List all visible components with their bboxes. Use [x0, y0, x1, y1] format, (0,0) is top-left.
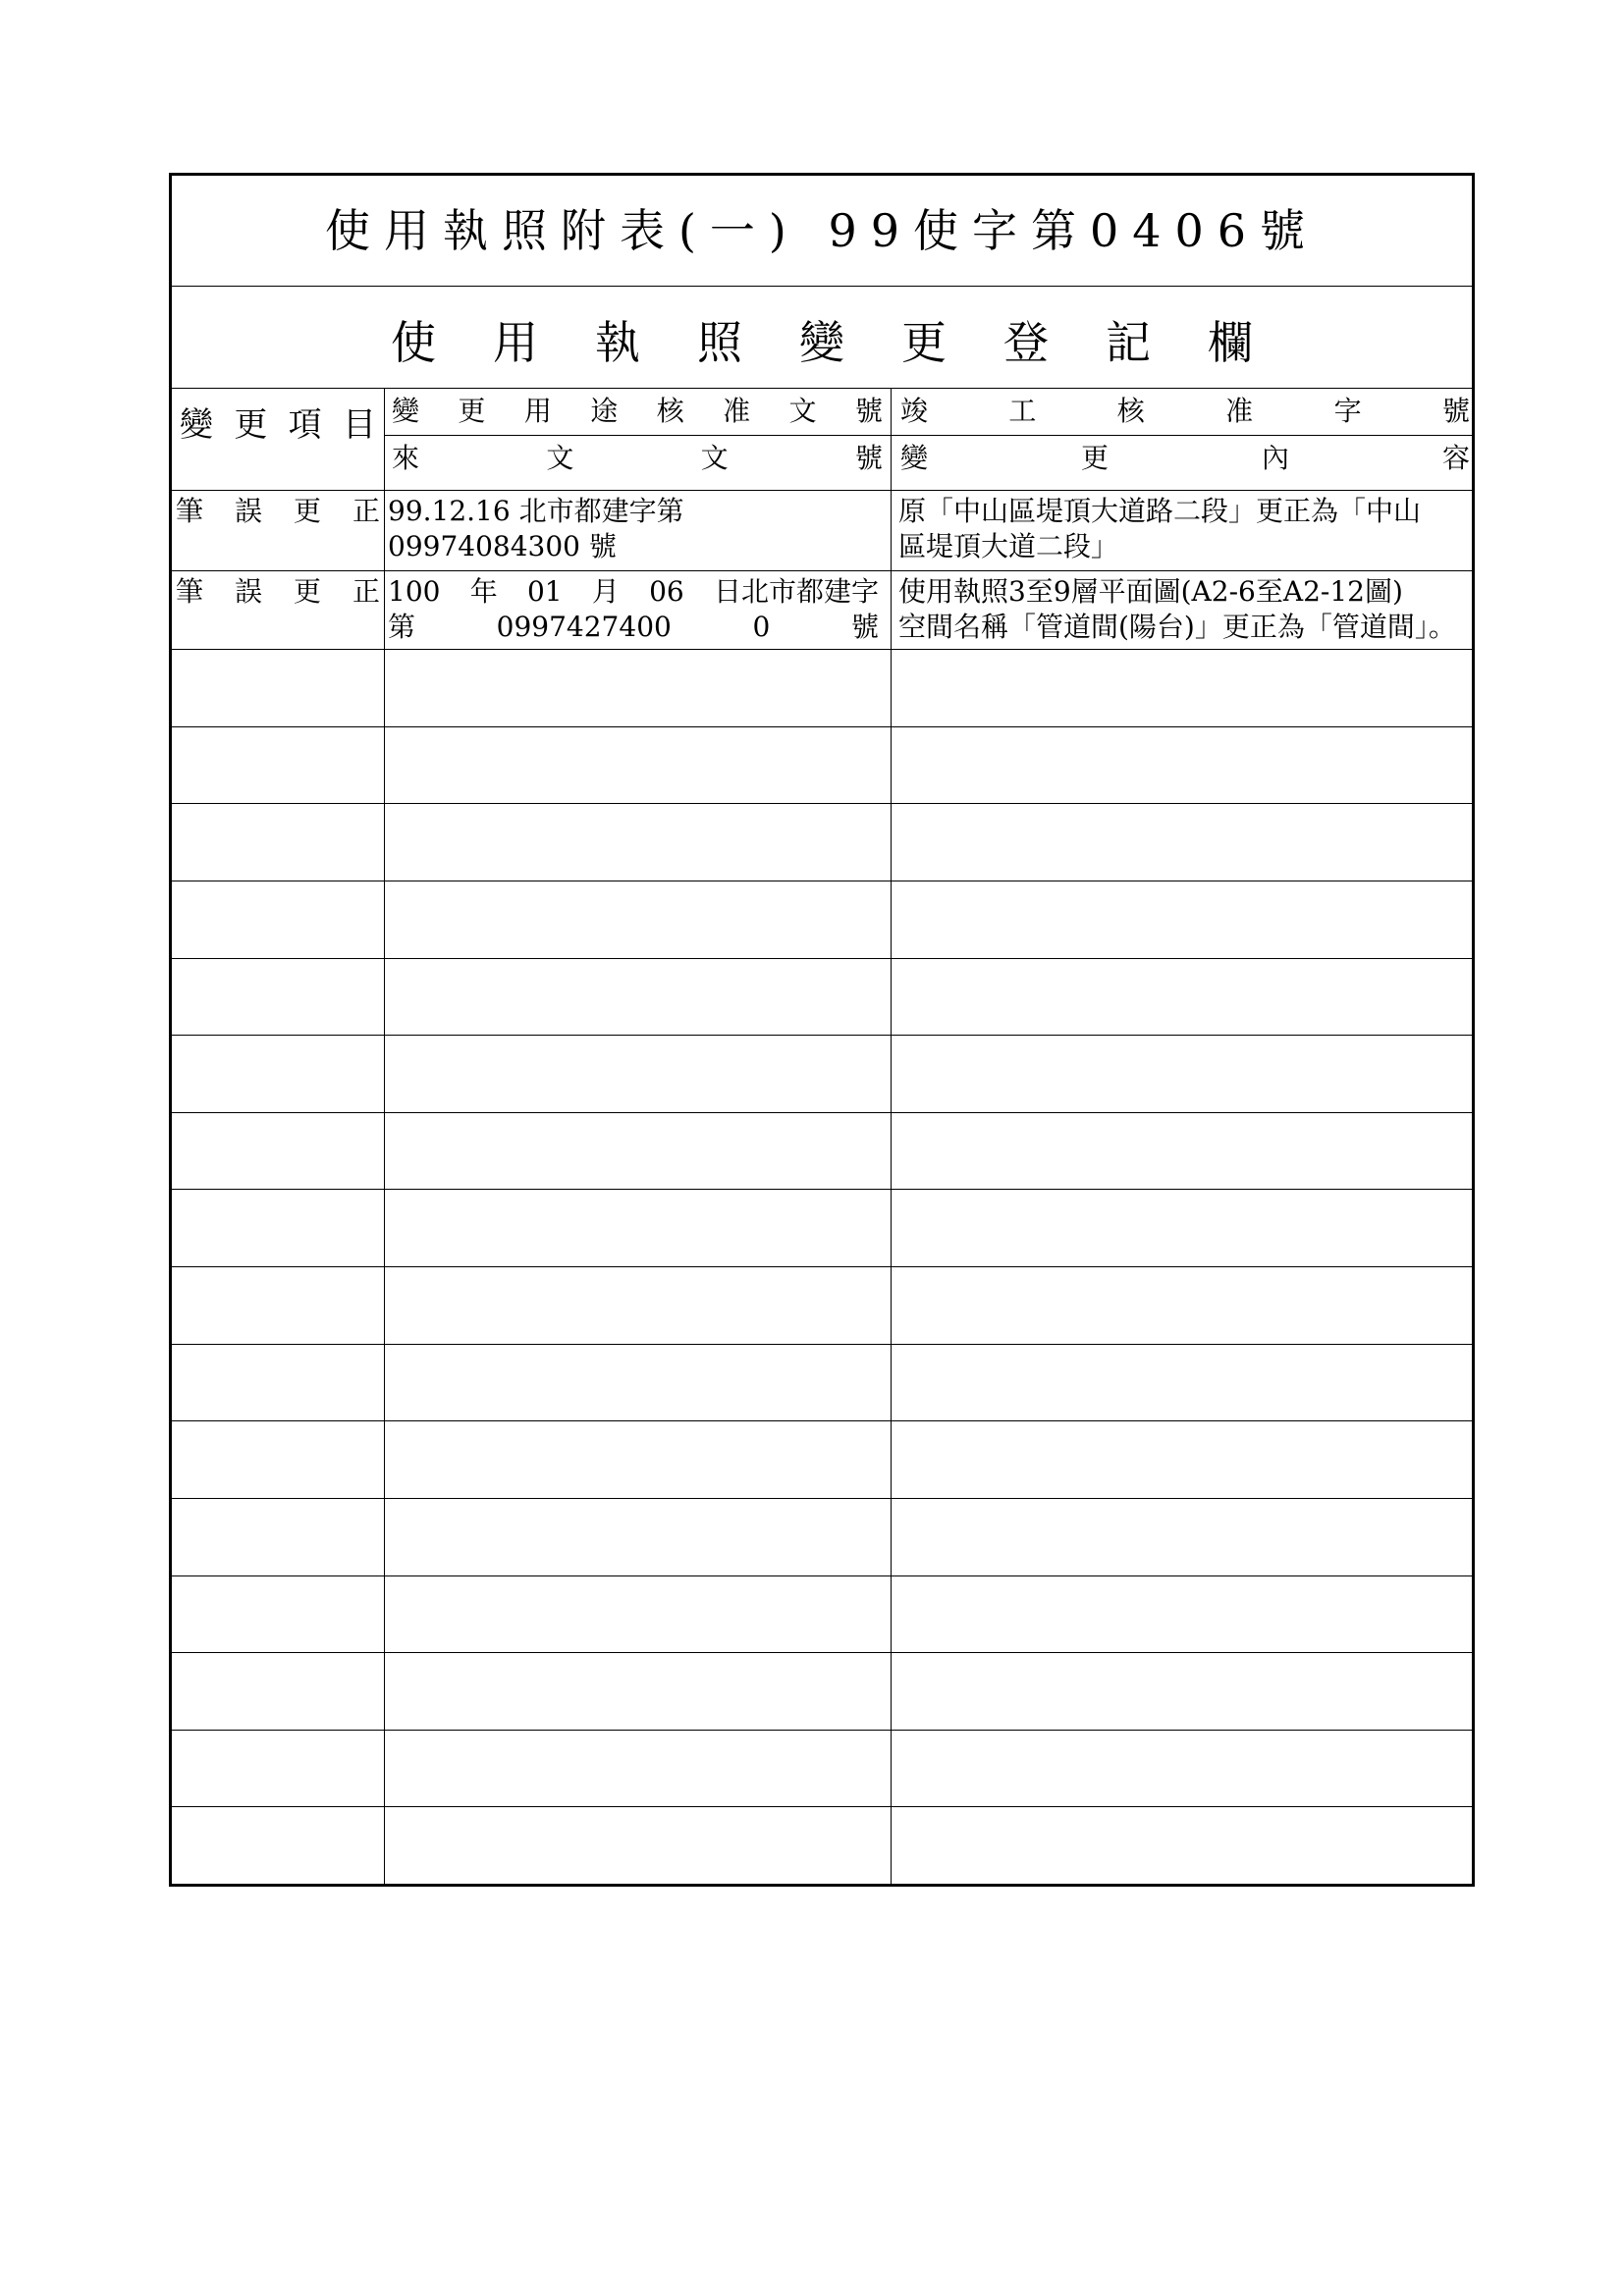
empty-row-divider: [172, 1806, 1472, 1807]
divider: [172, 490, 1472, 491]
divider: [172, 388, 1472, 389]
empty-row-divider: [172, 1575, 1472, 1576]
header-incoming-doc: 來 文 文 號: [392, 442, 883, 474]
row1-doc-line1: 99.12.16 北市都建字第: [388, 495, 684, 527]
empty-row-divider: [172, 1498, 1472, 1499]
row1-doc-line2: 09974084300 號: [388, 530, 617, 562]
row2-content-line2: 空間名稱「管道間(陽台)」更正為「管道間」。: [898, 611, 1456, 643]
header-change-content: 變 更 內 容: [900, 442, 1470, 474]
row2-item: 筆 誤 更 正: [176, 575, 380, 608]
empty-row-divider: [172, 726, 1472, 727]
page-title: 使用執照附表(一) 99使字第0406號: [324, 204, 1320, 257]
row2-doc: [388, 574, 879, 645]
divider: [384, 435, 1472, 436]
row1-item: 筆 誤 更 正: [176, 495, 380, 527]
divider: [172, 286, 1472, 287]
row1-content-line1: 原「中山區堤頂大道路二段」更正為「中山: [898, 495, 1422, 527]
row2-content: [898, 574, 1476, 645]
header-completion-no: 竣 工 核 准 字 號: [900, 395, 1470, 427]
empty-row-divider: [172, 1266, 1472, 1267]
empty-row-divider: [172, 1420, 1472, 1421]
empty-row-divider: [172, 1730, 1472, 1731]
row2-content-line1: 使用執照3至9層平面圖(A2-6至A2-12圖): [898, 575, 1403, 608]
empty-row-divider: [172, 1112, 1472, 1113]
row2-doc-line1: 100 年 01 月 06 日北市都建字: [388, 575, 879, 608]
row2-doc-line2: 第 0997427400 0 號: [388, 611, 879, 643]
column-divider: [384, 388, 385, 1884]
row1-content: [898, 494, 1476, 564]
header-approval-doc: 變 更 用 途 核 准 文 號: [392, 395, 883, 427]
empty-row-divider: [172, 1035, 1472, 1036]
divider: [172, 649, 1472, 650]
row1-doc: [388, 494, 879, 564]
empty-row-divider: [172, 803, 1472, 804]
empty-row-divider: [172, 1344, 1472, 1345]
header-change-item: 變 更 項 目: [180, 405, 376, 445]
row1-content-line2: 區堤頂大道二段」: [898, 530, 1119, 562]
divider: [172, 570, 1472, 571]
empty-row-divider: [172, 958, 1472, 959]
column-divider: [891, 388, 892, 1884]
empty-row-divider: [172, 1652, 1472, 1653]
empty-row-divider: [172, 1189, 1472, 1190]
section-title: 使用執照變更登記欄: [391, 316, 1310, 369]
license-attachment-table: [169, 173, 1475, 1887]
